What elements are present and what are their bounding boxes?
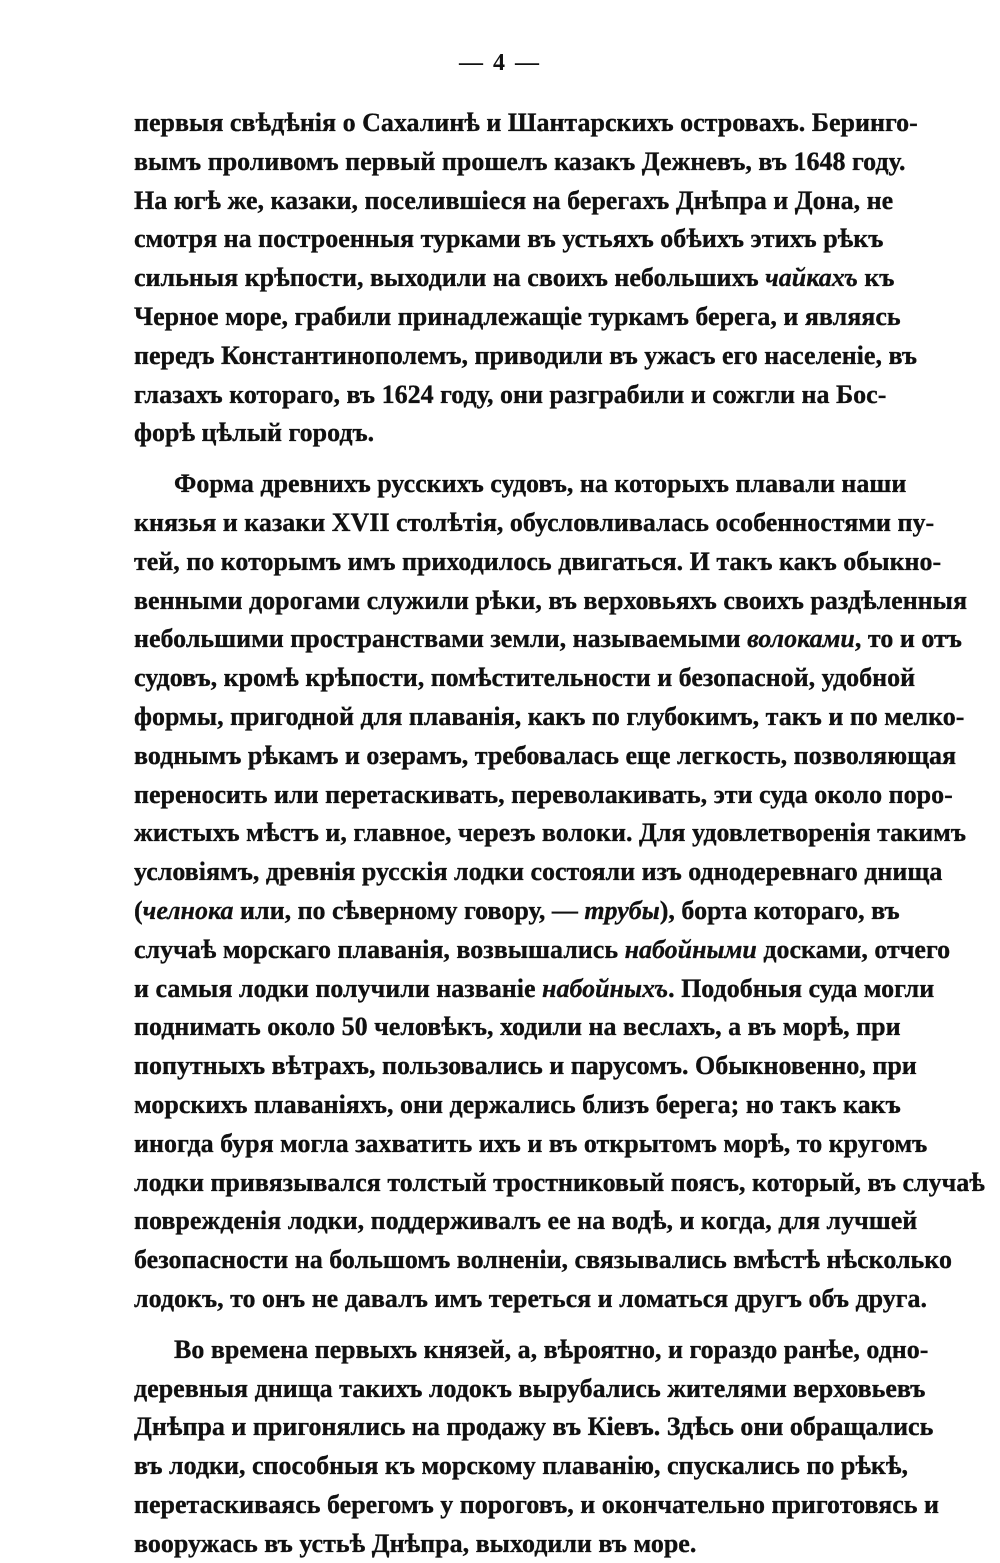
text-line: условіямъ, древнія русскія лодки состояли изъ однодеревнаго днища <box>134 857 943 887</box>
text-line: безопасности на большомъ волненіи, связывались вмѣстѣ нѣсколько <box>134 1245 952 1275</box>
paragraph <box>134 104 918 453</box>
text-line: Форма древнихъ русскихъ судовъ, на которыхъ плавали наши <box>174 469 907 499</box>
text-line: Днѣпра и пригонялись на продажу въ Кіевъ. Здѣсь они обращались <box>134 1412 934 1442</box>
text-line: въ лодки, способныя къ морскому плаванію, спускались по рѣкѣ, <box>134 1451 909 1481</box>
text-line: венными дорогами служили рѣки, въ верховьяхъ своихъ раздѣленныя <box>134 585 968 615</box>
paragraph-gap <box>134 453 834 465</box>
paragraph <box>134 465 985 1319</box>
paragraph <box>134 1331 940 1563</box>
text-line: деревныя днища такихъ лодокъ вырубались жителями верховьевъ <box>134 1373 926 1403</box>
text-line: вымъ проливомъ первый прошелъ казакъ Дежневъ, въ 1648 году. <box>134 146 906 176</box>
text-line: глазахъ котораго, въ 1624 году, они разграбили и сожгли на Бос- <box>134 379 887 409</box>
text-line: На югѣ же, казаки, поселившіеся на берегахъ Днѣпра и Дона, не <box>134 185 894 215</box>
text-line: жистыхъ мѣстъ и, главное, черезъ волоки. Для удовлетворенія такимъ <box>134 818 966 848</box>
text-line: перетаскиваясь берегомъ у пороговъ, и окончательно приготовясь и <box>134 1489 940 1519</box>
text-line: князья и казаки XVII столѣтія, обусловливалась особенностями пу- <box>134 507 935 537</box>
italic-term: волоками <box>747 624 855 654</box>
text-line: смотря на построенныя турками въ устьяхъ обѣихъ этихъ рѣкъ <box>134 224 884 254</box>
body-text <box>134 104 985 1563</box>
text-line: формы, пригодной для плаванія, какъ по глубокимъ, такъ и по мелко- <box>134 701 965 731</box>
text-line: поднимать около 50 человѣкъ, ходили на веслахъ, а въ морѣ, при <box>134 1012 901 1042</box>
text-line: Черное море, грабили принадлежащіе туркамъ берега, и являясь <box>134 301 901 331</box>
text-line: судовъ, кромѣ крѣпости, помѣстительности и безопасной, удобной <box>134 663 916 693</box>
text-line: случаѣ морскаго плаванія, возвышались набойными досками, отчего <box>134 934 951 964</box>
page-number: — 4 — <box>459 50 541 76</box>
text-line: поврежденія лодки, поддерживалъ ее на водѣ, и когда, для лучшей <box>134 1206 918 1236</box>
text-line: лодки привязывался толстый тростниковый поясъ, который, въ случаѣ <box>134 1167 985 1197</box>
text-line: воднымъ рѣкамъ и озерамъ, требовалась еще легкость, позволяющая <box>134 740 957 770</box>
italic-term: челнока <box>142 895 234 925</box>
text-line: лодокъ, то онъ не давалъ имъ тереться и ломаться другъ объ друга. <box>134 1283 928 1313</box>
text-line: небольшими пространствами земли, называемыми волоками, то и отъ <box>134 624 962 654</box>
text-line: Во времена первыхъ князей, а, вѣроятно, и гораздо ранѣе, одно- <box>174 1334 929 1364</box>
text-line: (челнока или, по сѣверному говору, — трубы), борта котораго, въ <box>134 895 900 925</box>
italic-term: чайкахъ <box>765 263 858 293</box>
paragraph-gap <box>134 1319 834 1331</box>
text-line: и самыя лодки получили названіе набойныхъ. Подобныя суда могли <box>134 973 935 1003</box>
text-line: вооружась въ устьѣ Днѣпра, выходили въ море. <box>134 1528 697 1558</box>
italic-term: набойныхъ <box>542 973 669 1003</box>
text-line: сильныя крѣпости, выходили на своихъ небольшихъ чайкахъ къ <box>134 263 895 293</box>
text-line: морскихъ плаваніяхъ, они держались близъ берега; но такъ какъ <box>134 1089 901 1119</box>
italic-term: трубы <box>584 895 660 925</box>
text-line: иногда буря могла захватить ихъ и въ открытомъ морѣ, то кругомъ <box>134 1128 928 1158</box>
text-line: форѣ цѣлый городъ. <box>134 418 375 448</box>
italic-term: набойными <box>624 934 757 964</box>
text-line: переносить или перетаскивать, переволакивать, эти суда около поро- <box>134 779 953 809</box>
text-line: попутныхъ вѣтрахъ, пользовались и парусомъ. Обыкновенно, при <box>134 1051 917 1081</box>
text-line: тей, по которымъ имъ приходилось двигаться. И такъ какъ обыкно- <box>134 546 942 576</box>
text-line: первыя свѣдѣнія о Сахалинѣ и Шантарскихъ островахъ. Беринго- <box>134 108 918 137</box>
text-line: передъ Константинополемъ, приводили въ ужасъ его населеніе, въ <box>134 340 917 370</box>
